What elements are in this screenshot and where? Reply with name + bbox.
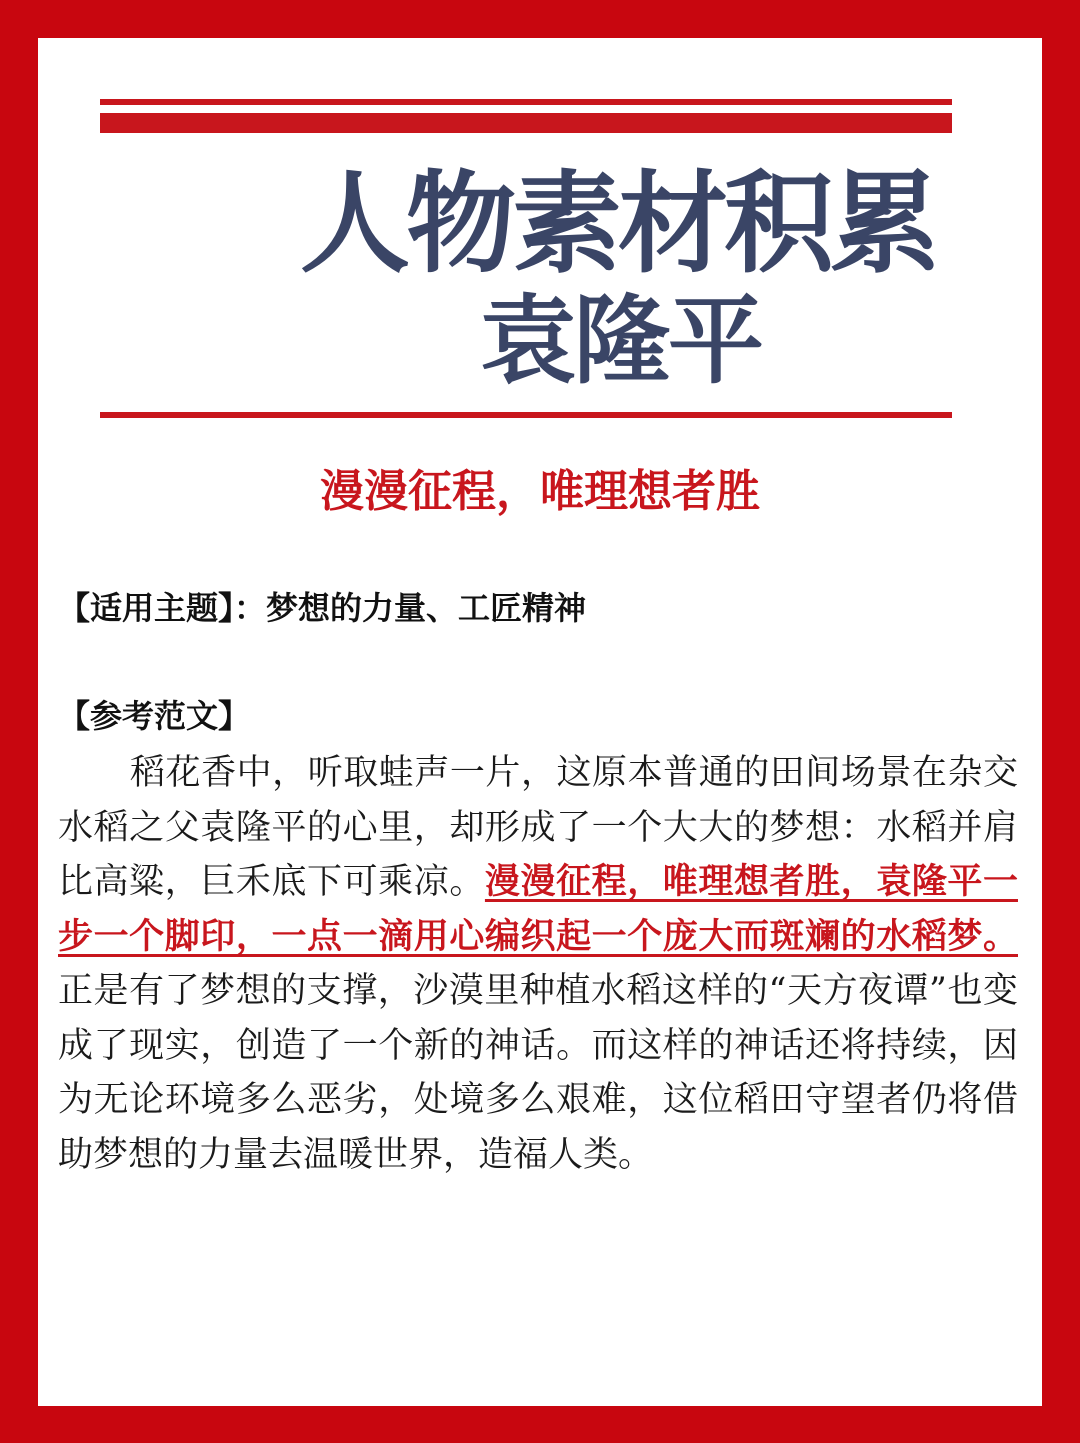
reference-label: 【参考范文】	[58, 697, 251, 735]
essay-highlight: 漫漫征程，唯理想者胜，袁隆平一步一个脚印，一点一滴用心编织起一个庞大而斑斓的水稻梦。	[58, 861, 1018, 957]
page-title: 人物素材积累	[300, 160, 936, 288]
reference-essay	[58, 746, 1018, 1182]
essay-text-after: 正是有了梦想的支撑，沙漠里种植水稻这样的“天方夜谭”也变成了现实，创造了一个新的神话。而这样的神话还将持续，因为无论环境多么恶劣，处境多么艰难，这位稻田守望者仍将借助梦想的力量去温暖世界，造福人类。	[58, 971, 1018, 1175]
essay-text-before: 稻花香中，听取蛙声一片，这原本普通的田间场景在杂交水稻之父袁隆平的心里，却形成了一个大大的梦想：水稻并肩比高粱，巨禾底下可乘凉。	[58, 753, 1018, 902]
person-name: 袁隆平	[480, 285, 762, 397]
top-rule-thin	[100, 99, 952, 105]
title-bottom-rule	[100, 412, 952, 418]
subtitle: 漫漫征程，唯理想者胜	[320, 466, 760, 517]
top-rule-thick	[100, 113, 952, 133]
theme-line: 【适用主题】：梦想的力量、工匠精神	[58, 589, 587, 627]
